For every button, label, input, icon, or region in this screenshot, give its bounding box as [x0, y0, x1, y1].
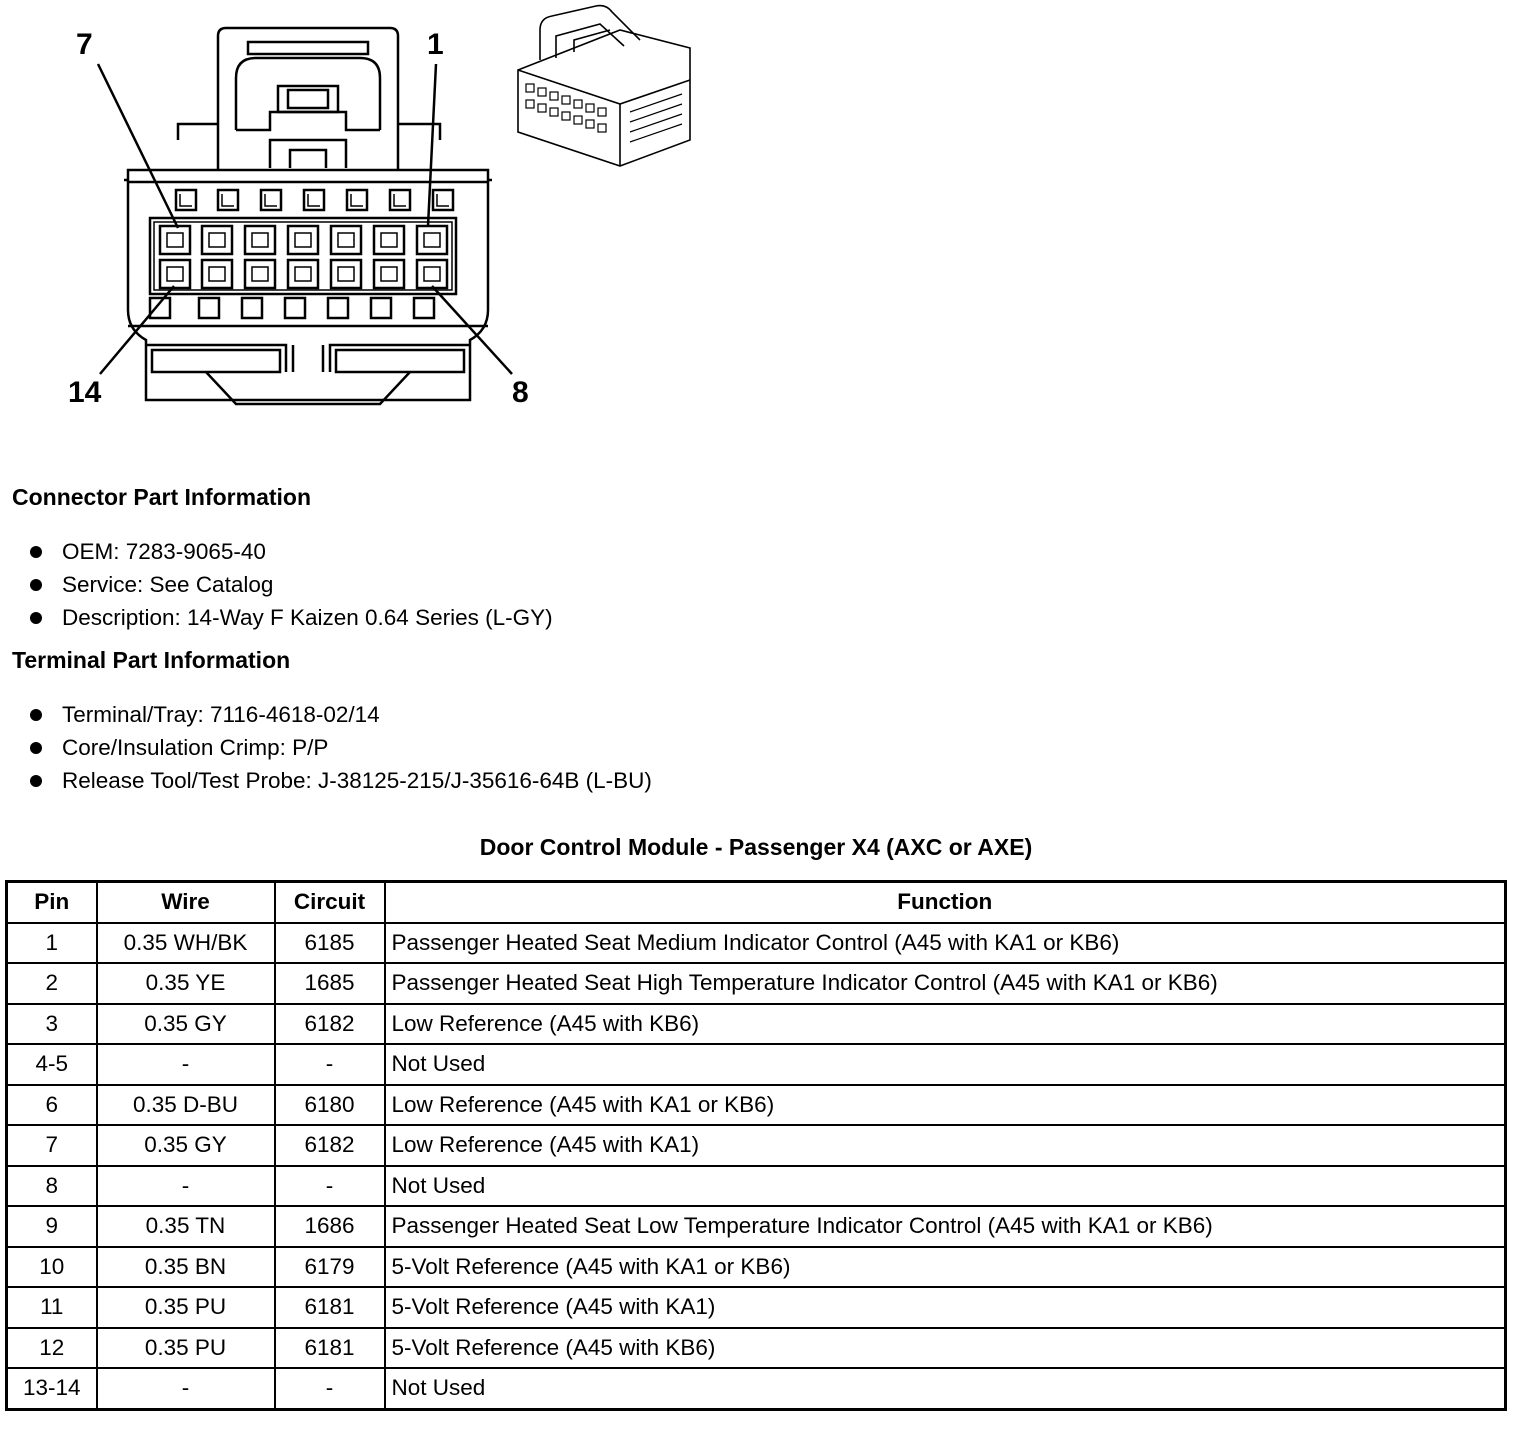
table-row: [7, 923, 1506, 964]
column-header-wire: Wire: [97, 882, 275, 923]
pin-cell: 11: [7, 1287, 97, 1328]
circuit-cell: 6181: [275, 1287, 385, 1328]
circuit-cell: -: [275, 1166, 385, 1207]
table-row: [7, 1206, 1506, 1247]
circuit-cell: -: [275, 1044, 385, 1085]
pin-label-8: 8: [512, 376, 529, 409]
list-item: OEM: 7283-9065-40: [0, 535, 553, 568]
function-cell: Not Used: [385, 1044, 1506, 1085]
function-cell: Not Used: [385, 1368, 1506, 1409]
connector-info-list: [0, 535, 553, 634]
pin-cell: 7: [7, 1125, 97, 1166]
bullet-icon: [30, 709, 42, 721]
connector-info-heading: Connector Part Information: [12, 484, 312, 510]
pin-cell: 9: [7, 1206, 97, 1247]
function-cell: Low Reference (A45 with KA1 or KB6): [385, 1085, 1506, 1126]
pin-cell: 3: [7, 1004, 97, 1045]
bullet-icon: [30, 742, 42, 754]
wire-cell: 0.35 GY: [97, 1004, 275, 1045]
function-cell: Passenger Heated Seat Low Temperature Indicator Control (A45 with KA1 or KB6): [385, 1206, 1506, 1247]
function-cell: Passenger Heated Seat High Temperature Indicator Control (A45 with KA1 or KB6): [385, 963, 1506, 1004]
wire-cell: 0.35 GY: [97, 1125, 275, 1166]
function-cell: Low Reference (A45 with KA1): [385, 1125, 1506, 1166]
list-item: Core/Insulation Crimp: P/P: [0, 731, 652, 764]
wire-cell: -: [97, 1044, 275, 1085]
function-cell: Low Reference (A45 with KB6): [385, 1004, 1506, 1045]
wire-cell: -: [97, 1166, 275, 1207]
circuit-cell: 6180: [275, 1085, 385, 1126]
table-row: [7, 1368, 1506, 1409]
table-row: [7, 1125, 1506, 1166]
pin-cell: 6: [7, 1085, 97, 1126]
pinout-table: [5, 880, 1507, 1411]
function-cell: Passenger Heated Seat Medium Indicator Control (A45 with KA1 or KB6): [385, 923, 1506, 964]
pin-cell: 13-14: [7, 1368, 97, 1409]
list-item: Description: 14-Way F Kaizen 0.64 Series (L-GY): [0, 601, 553, 634]
table-row: [7, 1247, 1506, 1288]
table-row: [7, 1004, 1506, 1045]
column-header-pin: Pin: [7, 882, 97, 923]
table-row: [7, 1166, 1506, 1207]
table-header-row: [7, 882, 1506, 923]
pin-cell: 12: [7, 1328, 97, 1369]
terminal-info-list: [0, 698, 652, 797]
pin-cell: 2: [7, 963, 97, 1004]
bullet-icon: [30, 775, 42, 787]
list-item: Service: See Catalog: [0, 568, 553, 601]
function-cell: 5-Volt Reference (A45 with KA1): [385, 1287, 1506, 1328]
wire-cell: -: [97, 1368, 275, 1409]
list-item: Release Tool/Test Probe: J-38125-215/J-35616-64B (L-BU): [0, 764, 652, 797]
column-header-function: Function: [385, 882, 1506, 923]
bullet-icon: [30, 546, 42, 558]
wire-cell: 0.35 PU: [97, 1287, 275, 1328]
function-cell: Not Used: [385, 1166, 1506, 1207]
table-row: [7, 1085, 1506, 1126]
table-row: [7, 1287, 1506, 1328]
bullet-icon: [30, 579, 42, 591]
circuit-cell: 6181: [275, 1328, 385, 1369]
circuit-cell: 1685: [275, 963, 385, 1004]
pin-cell: 1: [7, 923, 97, 964]
list-item: Terminal/Tray: 7116-4618-02/14: [0, 698, 652, 731]
pin-cell: 4-5: [7, 1044, 97, 1085]
circuit-cell: 1686: [275, 1206, 385, 1247]
wire-cell: 0.35 BN: [97, 1247, 275, 1288]
wire-cell: 0.35 D-BU: [97, 1085, 275, 1126]
pin-label-14: 14: [68, 376, 102, 409]
column-header-circuit: Circuit: [275, 882, 385, 923]
circuit-cell: 6182: [275, 1125, 385, 1166]
table-row: [7, 963, 1506, 1004]
table-row: [7, 1328, 1506, 1369]
connector-face-diagram: [0, 0, 720, 420]
wire-cell: 0.35 WH/BK: [97, 923, 275, 964]
wire-cell: 0.35 PU: [97, 1328, 275, 1369]
pin-cell: 10: [7, 1247, 97, 1288]
pin-cell: 8: [7, 1166, 97, 1207]
connector-isometric-icon: [518, 6, 690, 166]
pin-label-1: 1: [427, 28, 444, 61]
circuit-cell: 6185: [275, 923, 385, 964]
function-cell: 5-Volt Reference (A45 with KA1 or KB6): [385, 1247, 1506, 1288]
terminal-info-heading: Terminal Part Information: [12, 647, 291, 673]
bullet-icon: [30, 612, 42, 624]
function-cell: 5-Volt Reference (A45 with KB6): [385, 1328, 1506, 1369]
circuit-cell: -: [275, 1368, 385, 1409]
circuit-cell: 6179: [275, 1247, 385, 1288]
pin-label-7: 7: [76, 28, 93, 61]
wire-cell: 0.35 YE: [97, 963, 275, 1004]
circuit-cell: 6182: [275, 1004, 385, 1045]
table-row: [7, 1044, 1506, 1085]
wire-cell: 0.35 TN: [97, 1206, 275, 1247]
table-title: Door Control Module - Passenger X4 (AXC or AXE): [479, 834, 1033, 860]
